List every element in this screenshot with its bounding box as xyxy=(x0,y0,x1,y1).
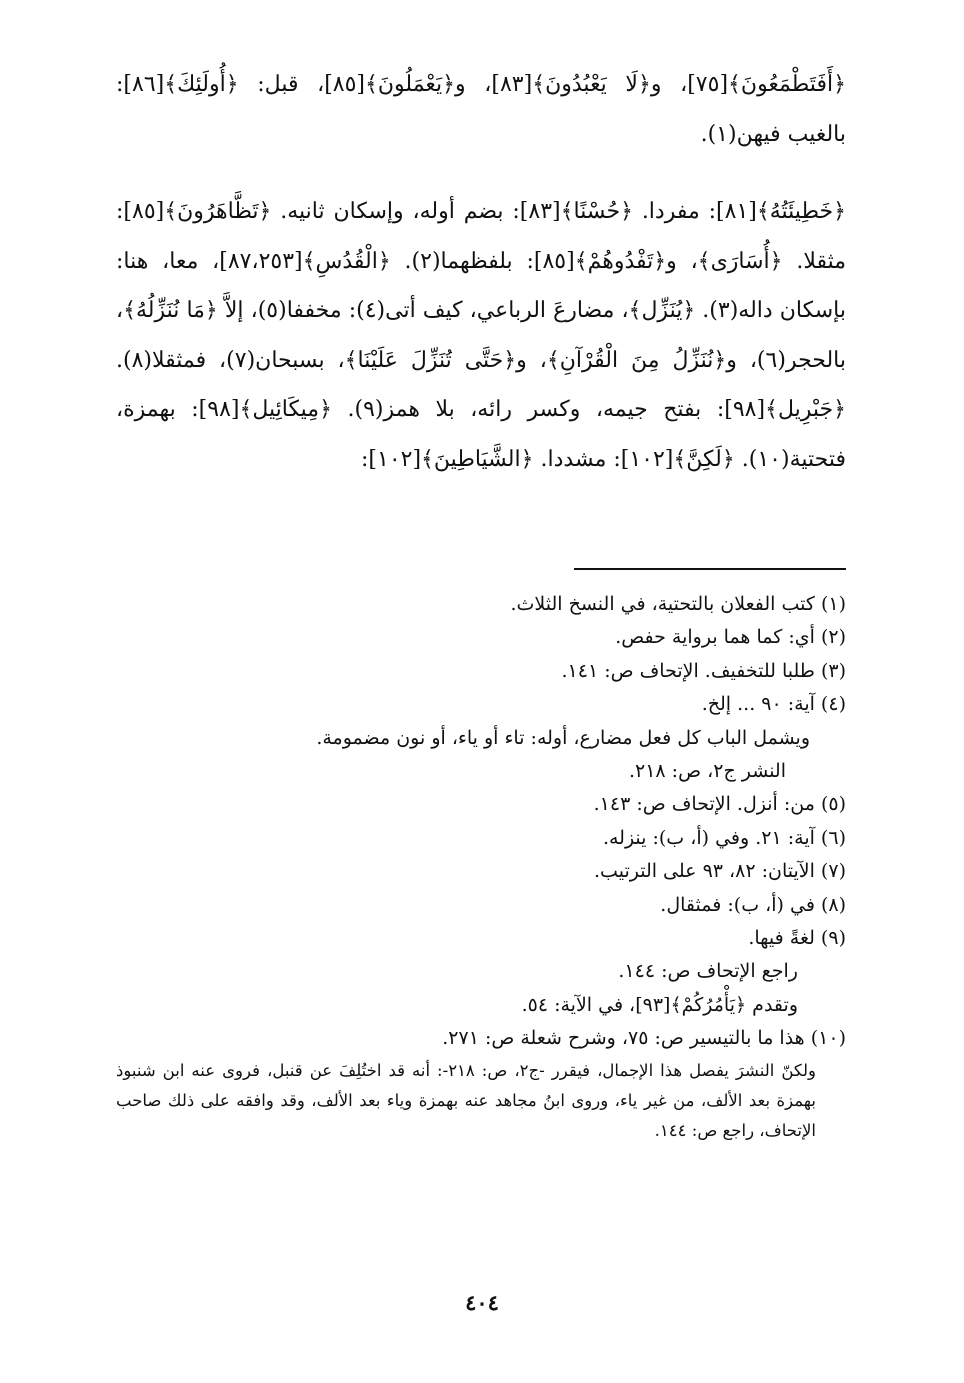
footnote-3: (٣) طلبا للتخفيف. الإتحاف ص: ١٤١. xyxy=(561,659,846,682)
footnote-10: (١٠) هذا ما بالتيسير ص: ٧٥، وشرح شعلة ص: ٢٧١. xyxy=(442,1027,846,1050)
footnote-4: (٤) آية: ٩٠ ... إلخ. xyxy=(701,693,846,716)
main-paragraph: ﴿أَفَتَطْمَعُونَ﴾[٧٥]، و﴿لَا يَعْبُدُونَ﴾[٨٣]، و﴿يَعْمَلُونَ﴾[٨٥]، قبل: ﴿أُولَئِكَ﴾[٨٦]: بالغيب فيهن(١). xyxy=(116,72,846,147)
footnotes xyxy=(116,588,846,1146)
footnote-4-reference: النشر ج٢، ص: ٢١٨. xyxy=(628,760,786,783)
main-text xyxy=(116,60,846,484)
footnote-9-reference: راجع الإتحاف ص: ١٤٤. xyxy=(618,960,798,983)
footnote-5: (٥) من: أنزل. الإتحاف ص: ١٤٣. xyxy=(593,793,846,816)
footnote-separator xyxy=(574,568,846,570)
footnote-2: (٢) أي: كما هما برواية حفص. xyxy=(615,626,846,649)
footnote-8: (٨) في (أ، ب): فمثقال. xyxy=(660,893,846,916)
footnote-9-continuation: وتقدم ﴿يَأْمُرُكُمْ﴾[٩٣]، في الآية: ٥٤. xyxy=(521,993,798,1016)
footnote-7: (٧) الآيتان: ٨٢، ٩٣ على الترتيب. xyxy=(594,860,846,883)
footnote-4-continuation: ويشمل الباب كل فعل مضارع، أوله: تاء أو ياء، أو نون مضمومة. xyxy=(316,726,810,749)
footnote-6: (٦) آية: ٢١. وفي (أ، ب): ينزله. xyxy=(602,826,846,849)
footnote-10-continuation: ولكنّ النشرَ يفصل هذا الإجمال، فيقرر -ج٢، ص: ٢١٨-: أنه قد اختُلِفَ عن قنبل، فروى عنه ابن شنبوذ بهمزة بعد الألف، من غير ياء، وروى ابنُ مجاهد عنه بهمزة وياء بعد الألف، وقد وافقه على ذلك صاحب الإتحاف، راجع ص: ١٤٤. xyxy=(116,1060,816,1140)
footnote-9: (٩) لغةً فيها. xyxy=(748,927,846,950)
main-paragraph: ﴿خَطِيئَتُهُ﴾[٨١]: مفردا. ﴿حُسْنًا﴾[٨٣]: بضم أوله، وإسكان ثانيه. ﴿تَظَّاهَرُونَ﴾[٨٥]: مثقلا. ﴿أُسَارَى﴾، و﴿تَفْدُوهُمْ﴾[٨٥]: بلفظهما(٢). ﴿الْقُدُسِ﴾[٨٧،٢٥٣]، معا، هنا: بإسكان داله(٣). ﴿يُنَزِّل﴾، مضارعَ الرباعي، كيف أتى(٤): مخففا(٥)، إلاَّ ﴿مَا نُنَزِّلُهُ﴾، بالحجر(٦)، و﴿نُنَزِّلُ مِنَ الْقُرْآنِ﴾، و﴿حَتَّى تُنَزِّلَ عَلَيْنَا﴾، بسبحان(٧)، فمثقلا(٨). ﴿جَبْرِيل﴾[٩٨]: بفتح جيمه، وكسر رائه، بلا همز(٩). ﴿مِيكَائِيل﴾[٩٨]: بهمزة، فتحتية(١٠). ﴿لَكِنَّ﴾[١٠٢]: مشددا. ﴿الشَّيَاطِينَ﴾[١٠٢]: xyxy=(116,199,847,472)
page-number: ٤٠٤ xyxy=(465,1290,499,1315)
footnote-1: (١) كتب الفعلان بالتحتية، في النسخ الثلاث. xyxy=(510,593,846,615)
